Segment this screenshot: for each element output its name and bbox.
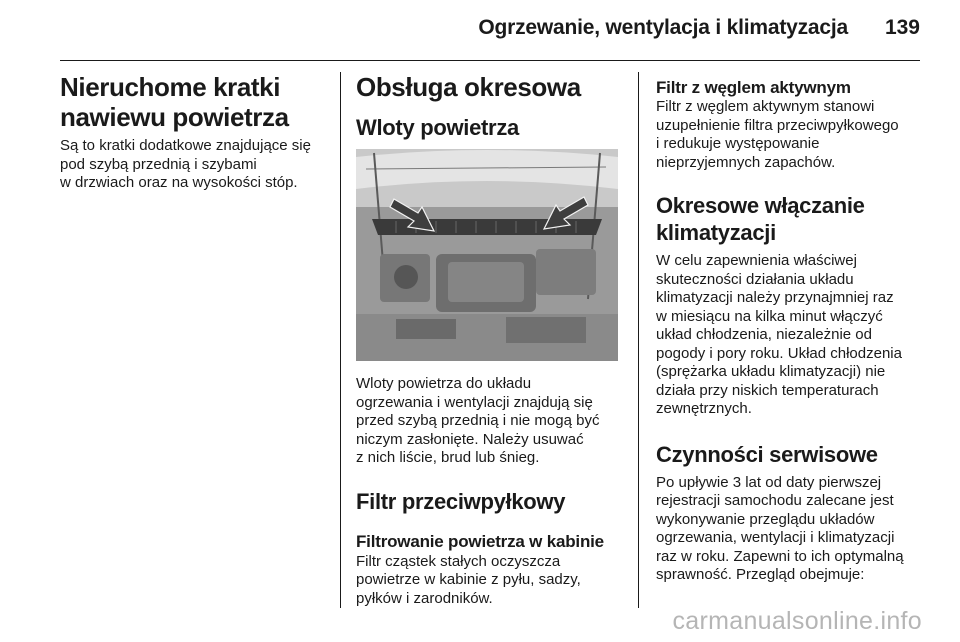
fixed-vents-text: Są to kratki dodatkowe znajdujące się pod szybą przednią i szybami w drzwiach oraz na wysokości stóp. <box>60 137 311 191</box>
subheading-pollen-filter: Filtr przeciwpyłkowy <box>356 488 566 514</box>
column-3 <box>656 72 926 585</box>
subheading-carbon-filter: Filtr z węglem aktywnym <box>656 78 851 97</box>
header-divider <box>60 60 920 61</box>
page-number: 139 <box>884 16 920 39</box>
periodic-ac-text: W celu zapewnienia właściwej skuteczności działania układu klimatyzacji należy przynajmniej raz w miesiącu na kilka minut włączyć układ chłodzenia, niezależnie od pogody i pory roku. Układ chłodzenia (sprężarka układu klimatyzacji) nie działa przy niskich temperaturach zewnętrznych. <box>656 252 902 417</box>
page-header-title: Ogrzewanie, wentylacja i klimatyzacja <box>478 16 848 39</box>
column-1 <box>60 72 332 193</box>
column-divider-2 <box>638 72 639 608</box>
subheading-service: Czynności serwisowe <box>656 441 878 467</box>
column-2 <box>356 72 622 608</box>
section-heading-fixed-vents: Nieruchome kratki nawiewu powietrza <box>60 72 289 132</box>
subheading-air-inlets: Wloty powietrza <box>356 115 519 140</box>
engine-bay-photo <box>356 149 618 361</box>
subheading-periodic-ac: Okresowe włączanie klimatyzacji <box>656 193 865 245</box>
pollen-filter-text: Filtr cząstek stałych oczyszcza powietrze w kabinie z pyłu, sadzy, pyłków i zarodników. <box>356 552 581 607</box>
watermark: carmanualsonline.info <box>672 607 922 635</box>
carbon-filter-text: Filtr z węglem aktywnym stanowi uzupełnienie filtra przeciwpyłkowego i redukuje występowanie nieprzyjemnych zapachów. <box>656 98 899 171</box>
section-heading-maintenance: Obsługa okresowa <box>356 72 581 102</box>
column-divider-1 <box>340 72 341 608</box>
service-text: Po upływie 3 lat od daty pierwszej rejestracji samochodu zalecane jest wykonywanie przeglądu układów ogrzewania, wentylacji i klimatyzacji raz w roku. Zapewni to ich optymalną sprawność. Przegląd obejmuje: <box>656 473 904 583</box>
air-inlets-text: Wloty powietrza do układu ogrzewania i wentylacji znajdują się przed szybą przednią i nie mogą być niczym zasłonięte. Należy usuwać z nich liście, brud lub śnieg. <box>356 375 600 466</box>
subheading-cabin-filtration: Filtrowanie powietrza w kabinie <box>356 531 604 551</box>
